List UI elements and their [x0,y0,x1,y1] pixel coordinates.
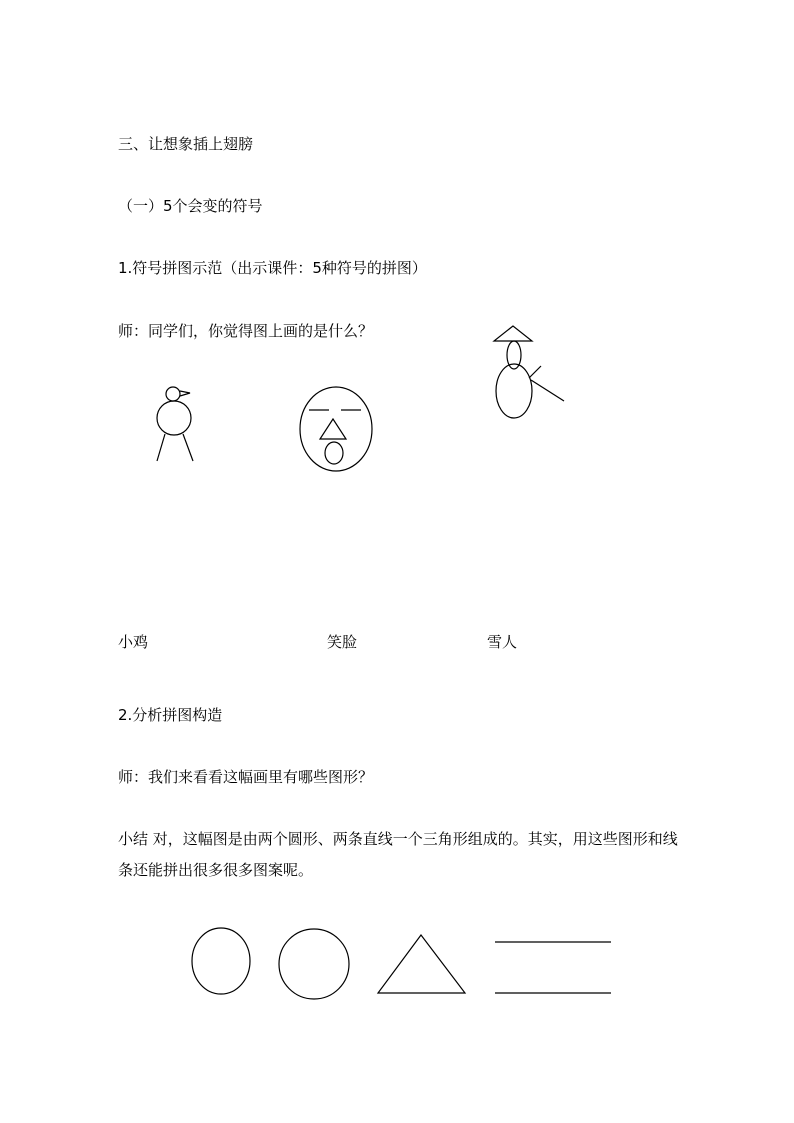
caption-snowman: 雪人 [487,633,518,651]
shape-circle-1 [192,928,250,994]
caption-chick: 小鸡 [118,633,149,651]
subsection-heading: （一）5个会变的符号 [118,197,263,215]
section-heading: 三、让想象插上翅膀 [118,135,254,153]
shape-circle-2 [279,929,349,999]
step1-heading: 1.符号拼图示范（出示课件：5种符号的拼图） [118,259,427,277]
caption-smiley: 笑脸 [327,633,358,651]
teacher-question-2: 师：我们来看看这幅画里有哪些图形？ [118,768,374,786]
step2-heading: 2.分析拼图构造 [118,706,223,724]
summary-paragraph: 小结 对，这幅图是由两个圆形、两条直线一个三角形组成的。其实，用这些图形和线条还能拼出很多很多图案呢。 [118,830,678,879]
teacher-question-1: 师：同学们，你觉得图上画的是什么？ [118,322,374,340]
shape-triangle [378,935,465,993]
